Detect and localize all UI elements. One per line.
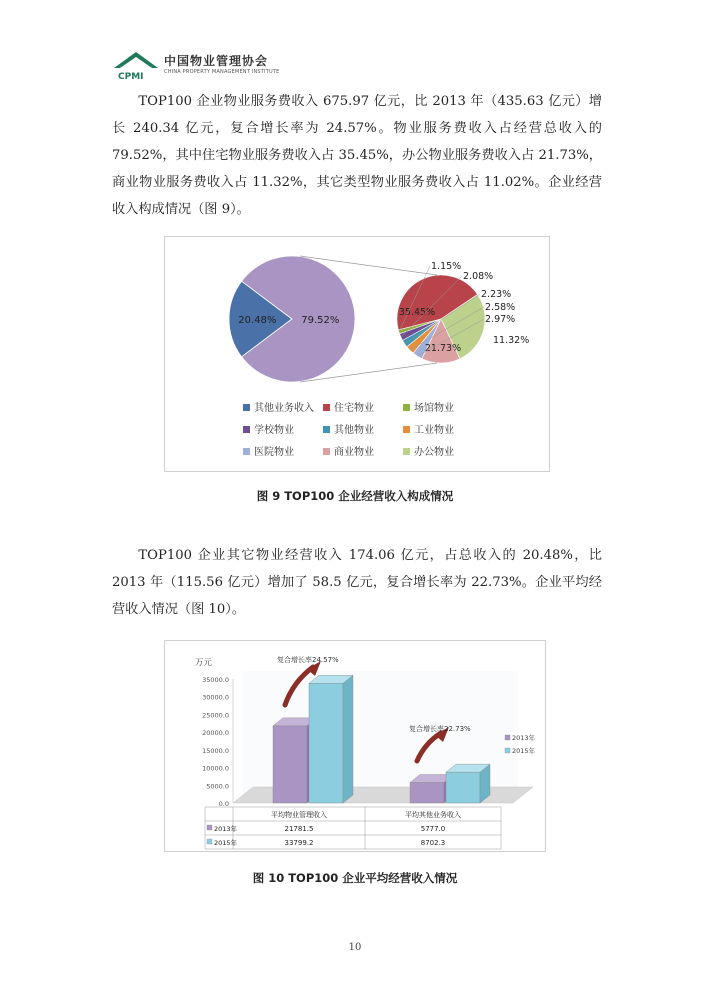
figure-9-chart xyxy=(165,237,549,471)
figure-10-chart xyxy=(165,641,545,851)
paragraph-2 xyxy=(112,542,602,623)
page-number: 10 xyxy=(348,942,362,953)
legend-label-8: 办公物业 xyxy=(414,447,454,458)
bar-legend-label-1: 2015年 xyxy=(512,747,536,755)
legend-swatch-0 xyxy=(243,404,250,411)
breakdown-pie-label-7: 1.15% xyxy=(431,261,462,272)
paragraph-1-text: TOP100 企业物业服务费收入 675.97 亿元，比 2013 年（435.63 亿元）增长 240.34 亿元，复合增长率为 24.57%。物业服务费收入占经营总收入的 79.52%，其中住宅物业服务费收入占 35.45%，办公物业服务费收入占 21.73%，商业物业服务费收入占 11.32%，其它类型物业服务费收入占 11.02%。企业经营收入构成情况（图 9）。 xyxy=(112,94,602,217)
main-pie-label-0: 20.48% xyxy=(238,315,277,326)
legend-swatch-7 xyxy=(323,448,330,455)
legend-swatch-4 xyxy=(323,426,330,433)
org-name-en: CHINA PROPERTY MANAGEMENT INSTITUTE xyxy=(164,69,280,75)
table-category-1: 平均其他业务收入 xyxy=(405,811,461,819)
table-category-0: 平均物业管理收入 xyxy=(271,811,327,819)
growth-annotation-1: 复合增长率22.73% xyxy=(409,725,471,733)
legend-label-1: 住宅物业 xyxy=(334,403,374,414)
legend-label-2: 场馆物业 xyxy=(414,403,454,414)
legend-swatch-1 xyxy=(323,404,330,411)
legend-label-6: 医院物业 xyxy=(254,447,294,458)
y-unit-label: 万元 xyxy=(195,658,213,668)
table-series-label-0: 2013年 xyxy=(214,825,238,833)
figure-9 xyxy=(164,236,550,472)
y-tick-7: 0.0 xyxy=(218,800,229,808)
breakdown-pie-label-4: 2.58% xyxy=(485,302,516,313)
legend-swatch-5 xyxy=(403,426,410,433)
main-pie-label-1: 79.52% xyxy=(301,315,340,326)
bar-legend-swatch-0 xyxy=(505,735,510,740)
figure-9-caption: 图 9 TOP100 企业经营收入构成情况 xyxy=(256,489,454,503)
header-logo xyxy=(112,50,312,82)
bar-0-1 xyxy=(410,783,444,803)
legend-label-4: 其他物业 xyxy=(334,425,374,436)
breakdown-pie-label-1: 21.73% xyxy=(424,343,462,354)
y-tick-5: 10000.0 xyxy=(202,764,229,773)
y-tick-2: 25000.0 xyxy=(202,711,229,720)
paragraph-1 xyxy=(112,88,602,223)
cpmi-logo-icon xyxy=(112,50,160,80)
table-value-1-0: 33799.2 xyxy=(284,839,314,847)
bar-1-0 xyxy=(309,683,343,803)
breakdown-pie-label-0: 35.45% xyxy=(398,307,436,318)
legend-swatch-6 xyxy=(243,448,250,455)
legend-swatch-2 xyxy=(403,404,410,411)
table-value-0-0: 21781.5 xyxy=(284,825,314,833)
org-name-cn: 中国物业管理协会 xyxy=(164,54,269,68)
legend-label-3: 学校物业 xyxy=(254,425,294,436)
table-value-1-1: 8702.3 xyxy=(420,839,446,847)
breakdown-pie-label-2: 11.32% xyxy=(493,335,530,346)
y-tick-0: 35000.0 xyxy=(202,676,229,684)
growth-annotation-0: 复合增长率24.57% xyxy=(277,656,339,664)
y-tick-1: 30000.0 xyxy=(202,693,229,702)
bar-0-0 xyxy=(273,726,307,803)
table-swatch-0 xyxy=(207,825,212,830)
legend-swatch-3 xyxy=(243,426,250,433)
legend-label-5: 工业物业 xyxy=(414,425,454,436)
breakdown-pie-label-6: 2.08% xyxy=(463,271,494,282)
figure-10 xyxy=(164,640,546,852)
legend-swatch-8 xyxy=(403,448,410,455)
bar-side-1-0 xyxy=(343,675,353,803)
bar-1-1 xyxy=(446,772,480,803)
figure-10-caption: 图 10 TOP100 企业平均经营收入情况 xyxy=(252,871,458,885)
legend-label-7: 商业物业 xyxy=(334,447,374,458)
logo-abbr: CPMI xyxy=(118,72,144,80)
table-swatch-1 xyxy=(207,839,212,844)
table-series-label-1: 2015年 xyxy=(214,839,238,847)
bar-legend-swatch-1 xyxy=(505,748,510,753)
bar-legend-label-0: 2013年 xyxy=(512,734,536,742)
table-value-0-1: 5777.0 xyxy=(420,825,446,833)
legend-label-0: 其他业务收入 xyxy=(254,403,314,414)
breakdown-pie-label-3: 2.97% xyxy=(485,314,516,325)
paragraph-2-text: TOP100 企业其它物业经营收入 174.06 亿元，占总收入的 20.48%，比 2013 年（115.56 亿元）增加了 58.5 亿元，复合增长率为 22.73%。企业平均经营收入情况（图 10）。 xyxy=(112,548,602,617)
y-tick-3: 20000.0 xyxy=(202,729,229,738)
breakdown-pie-label-5: 2.23% xyxy=(481,289,512,300)
y-tick-4: 15000.0 xyxy=(202,746,229,755)
y-tick-6: 5000.0 xyxy=(206,782,229,791)
